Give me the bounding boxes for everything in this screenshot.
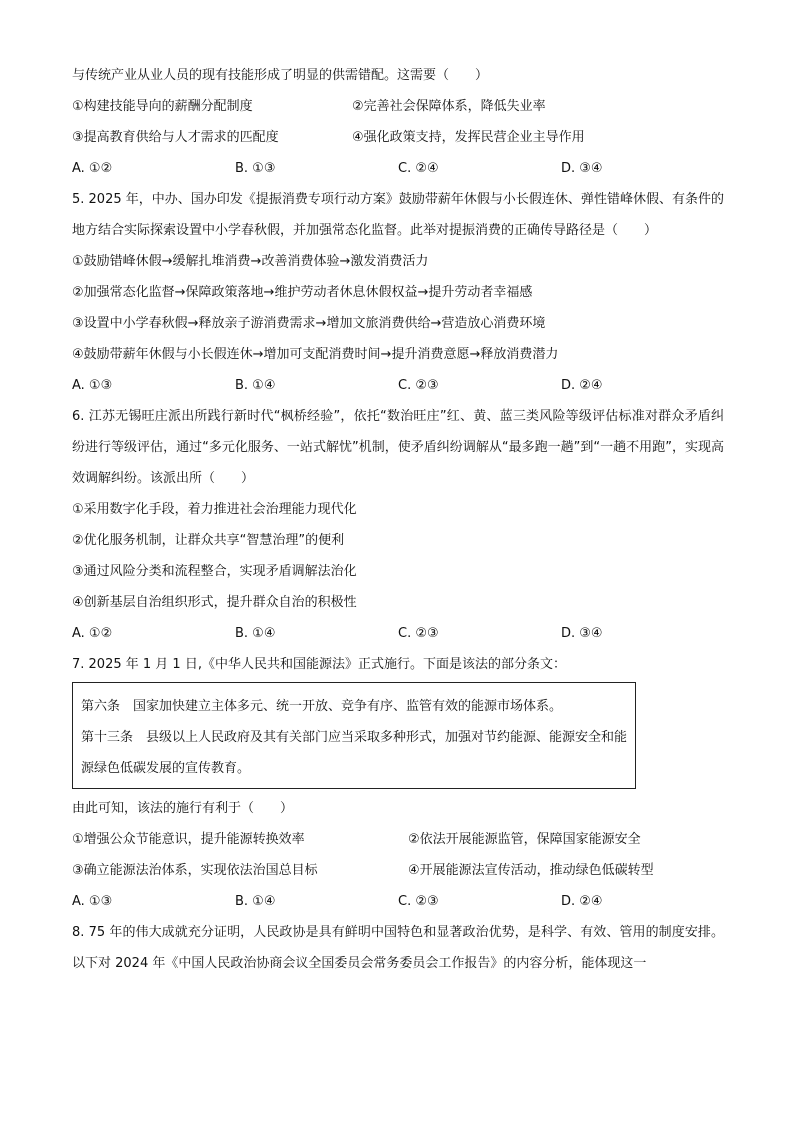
q6-stem: 6. 江苏无锡旺庄派出所践行新时代“枫桥经验”，依托“数治旺庄”红、黄、蓝三类风险等级评估标准对群众矛盾纠纷进行等级评估，通过“多元化服务、一站式解忧”机制，使矛盾纠纷调解从“最多跑一趟”到“一趟不用跑”，实现高效调解纠纷。该派出所（ ） <box>72 409 724 486</box>
q4-options-row-2 <box>72 122 724 153</box>
q5-option-2: ②加强常态化监督→保障政策落地→维护劳动者休息休假权益→提升劳动者幸福感 <box>72 285 533 300</box>
q4-stem-tail: 与传统产业从业人员的现有技能形成了明显的供需错配。这需要（ ） <box>72 68 489 83</box>
q4-option-2: ②完善社会保障体系，降低失业率 <box>352 99 546 114</box>
q6-option-4: ④创新基层自治组织形式，提升群众自治的积极性 <box>72 595 357 610</box>
q5-choice-b[interactable]: B. ①④ <box>235 378 276 393</box>
q4-choice-d[interactable]: D. ③④ <box>561 161 603 176</box>
q8-stem: 8. 75 年的伟大成就充分证明，人民政协是具有鲜明中国特色和显著政治优势，是科学、有效、管用的制度安排。以下对 2024 年《中国人民政治协商会议全国委员会常务委员会工作报告》的内容分析，能体现这一 <box>72 925 724 971</box>
q6-choices <box>72 618 724 649</box>
q5-choice-a[interactable]: A. ①③ <box>72 378 113 393</box>
q4-choice-c[interactable]: C. ②④ <box>398 161 439 176</box>
q5-choice-d[interactable]: D. ②④ <box>561 378 603 393</box>
q4-option-3: ③提高教育供给与人才需求的匹配度 <box>72 130 279 145</box>
q4-choice-a[interactable]: A. ①② <box>72 161 113 176</box>
q7-option-3: ③确立能源法治体系，实现依法治国总目标 <box>72 863 318 878</box>
q7-option-2: ②依法开展能源监管，保障国家能源安全 <box>408 832 641 847</box>
q4-options-row-1 <box>72 91 724 122</box>
q6-choice-b[interactable]: B. ①④ <box>235 626 276 641</box>
law-article-6: 第六条 国家加快建立主体多元、统一开放、竞争有序、监管有效的能源市场体系。 <box>81 699 563 714</box>
q7-question: 由此可知，该法的施行有利于（ ） <box>72 801 294 816</box>
q6-choice-c[interactable]: C. ②③ <box>398 626 439 641</box>
q6-choice-a[interactable]: A. ①② <box>72 626 113 641</box>
q5-stem: 5. 2025 年，中办、国办印发《提振消费专项行动方案》鼓励带薪年休假与小长假连休、弹性错峰休假、有条件的地方结合实际探索设置中小学春秋假，并加强常态化监督。此举对提振消费的正确传导路径是（ ） <box>72 192 724 238</box>
q5-option-3: ③设置中小学春秋假→释放亲子游消费需求→增加文旅消费供给→营造放心消费环境 <box>72 316 546 331</box>
q7-choice-d[interactable]: D. ②④ <box>561 894 603 909</box>
q6-option-3: ③通过风险分类和流程整合，实现矛盾调解法治化 <box>72 564 357 579</box>
q7-option-4: ④开展能源法宣传活动，推动绿色低碳转型 <box>408 863 654 878</box>
law-excerpt-box <box>72 682 636 789</box>
q6-choice-d[interactable]: D. ③④ <box>561 626 603 641</box>
q4-choice-b[interactable]: B. ①③ <box>235 161 276 176</box>
q7-choice-c[interactable]: C. ②③ <box>398 894 439 909</box>
q7-options-row-2 <box>72 855 724 886</box>
q4-choices <box>72 153 724 184</box>
q4-option-1: ①构建技能导向的薪酬分配制度 <box>72 99 253 114</box>
q7-options-row-1 <box>72 824 724 855</box>
q7-choice-a[interactable]: A. ①③ <box>72 894 113 909</box>
exam-page <box>72 60 724 979</box>
q5-option-4: ④鼓励带薪年休假与小长假连休→增加可支配消费时间→提升消费意愿→释放消费潜力 <box>72 347 559 362</box>
q4-option-4: ④强化政策支持，发挥民营企业主导作用 <box>352 130 585 145</box>
q5-option-1: ①鼓励错峰休假→缓解扎堆消费→改善消费体验→激发消费活力 <box>72 254 429 269</box>
law-article-13: 第十三条 县级以上人民政府及其有关部门应当采取多种形式，加强对节约能源、能源安全和能源绿色低碳发展的宣传教育。 <box>81 730 628 776</box>
q7-stem: 7. 2025 年 1 月 1 日,《中华人民共和国能源法》正式施行。下面是该法的部分条文： <box>72 657 566 672</box>
q6-option-1: ①采用数字化手段，着力推进社会治理能力现代化 <box>72 502 357 517</box>
q7-choices <box>72 886 724 917</box>
q7-choice-b[interactable]: B. ①④ <box>235 894 276 909</box>
q7-option-1: ①增强公众节能意识，提升能源转换效率 <box>72 832 305 847</box>
q5-choices <box>72 370 724 401</box>
q5-choice-c[interactable]: C. ②③ <box>398 378 439 393</box>
q6-option-2: ②优化服务机制，让群众共享“智慧治理”的便利 <box>72 533 345 548</box>
